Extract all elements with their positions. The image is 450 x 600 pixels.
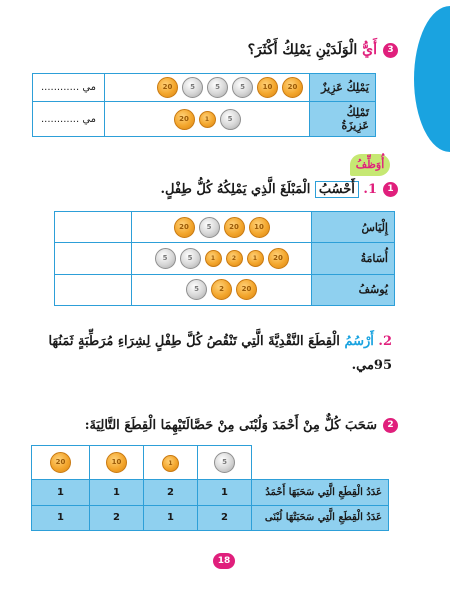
exercise-2-line-2: [352, 358, 392, 373]
answer-cell[interactable]: [55, 243, 132, 274]
table-row: [32, 505, 389, 531]
question-number-badge: 3: [383, 43, 398, 58]
table-row: [33, 102, 376, 137]
child-name: يُوسُفُ: [312, 274, 395, 305]
table-row: [55, 212, 395, 243]
answer-cell[interactable]: [55, 274, 132, 305]
blue-side-tab: [414, 6, 450, 152]
exercise-text-continued: 95مي.: [351, 358, 392, 373]
exercise-2-line-1: [48, 334, 392, 349]
exercise-text: الْقِطَعَ النَّقْدِيَّةَ الَّتِي تَنْقُصُ كُلَّ طِفْلٍ لِشِرَاءِ مُرَطِّبَةٍ ثَمَنُهَا: [48, 334, 340, 349]
question-text: الْوَلَدَيْنِ يَمْلِكُ أَكْثَرَ؟: [247, 42, 358, 58]
coin-gold-icon: 20: [174, 217, 195, 238]
coin-silver-icon: 5: [232, 77, 253, 98]
count-value: 1: [32, 480, 90, 506]
child-name: يَمْلِكُ عَزِيزٌ: [310, 74, 376, 102]
count-value: 1: [90, 480, 144, 506]
coin-gold-icon: 1: [162, 455, 179, 472]
q3-table: [32, 73, 376, 137]
table-row: [55, 243, 395, 274]
coin-gold-icon: 10: [106, 452, 127, 473]
coin-gold-icon: 2: [211, 279, 232, 300]
question-number-badge: 2: [383, 418, 398, 433]
question-keyword: أَيُّ: [362, 42, 377, 58]
sub-number: 1.: [363, 182, 377, 197]
coin-silver-icon: 5: [214, 452, 235, 473]
count-value: 1: [144, 505, 198, 531]
question-2-heading: [85, 418, 398, 433]
coin-silver-icon: 5: [207, 77, 228, 98]
coin-silver-icon: 5: [220, 109, 241, 130]
coins-cell: [132, 274, 312, 305]
row-label: عَدَدُ الْقِطَعِ الَّتِي سَحَبَهَا أَحْمَدُ: [252, 480, 389, 506]
question-3-heading: [248, 42, 398, 58]
q2-table: [31, 445, 389, 531]
boxed-keyword: أَحْسُبُ: [315, 181, 359, 198]
coin-gold-icon: 20: [157, 77, 178, 98]
table-header-row: [32, 446, 389, 480]
apply-section-badge: أُوَظِّفُ: [350, 154, 390, 176]
coin-gold-icon: 20: [174, 109, 195, 130]
coin-gold-icon: 1: [205, 250, 222, 267]
ex1-table: [54, 211, 395, 306]
child-name: أُسَامَةُ: [312, 243, 395, 274]
coin-gold-icon: 20: [224, 217, 245, 238]
question-text: سَحَبَ كُلٌّ مِنْ أَحْمَدَ وَلُبْنَى مِنْ حَصَّالَتَيْهِمَا الْقِطَعَ التَّالِيَةَ:: [84, 418, 377, 433]
count-value: 2: [144, 480, 198, 506]
child-name: إِلْيَاسُ: [312, 212, 395, 243]
coins-cell: [105, 102, 310, 137]
sub-number: 2.: [378, 334, 392, 349]
answer-blank[interactable]: ............ مي: [33, 102, 105, 137]
coin-gold-icon: 20: [268, 248, 289, 269]
coin-gold-icon: 20: [282, 77, 303, 98]
child-name: تَمْلِكُ عَزِيزَةُ: [310, 102, 376, 137]
coin-silver-icon: 5: [186, 279, 207, 300]
coin-gold-icon: 2: [226, 250, 243, 267]
coins-cell: [132, 212, 312, 243]
coin-gold-icon: 1: [247, 250, 264, 267]
coin-gold-icon: 20: [50, 452, 71, 473]
table-row: [32, 480, 389, 506]
exercise-text: الْمَبْلَغَ الَّذِي يَمْلِكُهُ كُلُّ طِفْلٍ.: [160, 182, 311, 197]
coin-silver-icon: 5: [182, 77, 203, 98]
coin-gold-icon: 1: [199, 111, 216, 128]
answer-cell[interactable]: [55, 212, 132, 243]
count-value: 2: [198, 505, 252, 531]
page-number: 18: [213, 553, 235, 569]
coins-cell: [105, 74, 310, 102]
coins-cell: [132, 243, 312, 274]
count-value: 1: [198, 480, 252, 506]
coin-silver-icon: 5: [199, 217, 220, 238]
coin-gold-icon: 10: [257, 77, 278, 98]
answer-blank[interactable]: ............ مي: [33, 74, 105, 102]
exercise-1-heading: [161, 182, 398, 197]
count-value: 1: [32, 505, 90, 531]
coin-silver-icon: 5: [155, 248, 176, 269]
row-label: عَدَدُ الْقِطَعِ الَّتِي سَحَبَتْهَا لُبْنَى: [252, 505, 389, 531]
count-value: 2: [90, 505, 144, 531]
colored-keyword: أَرْسُمُ: [344, 334, 374, 349]
exercise-number-badge: 1: [383, 182, 398, 197]
coin-silver-icon: 5: [180, 248, 201, 269]
coin-gold-icon: 10: [249, 217, 270, 238]
table-row: [33, 74, 376, 102]
table-row: [55, 274, 395, 305]
coin-gold-icon: 20: [236, 279, 257, 300]
